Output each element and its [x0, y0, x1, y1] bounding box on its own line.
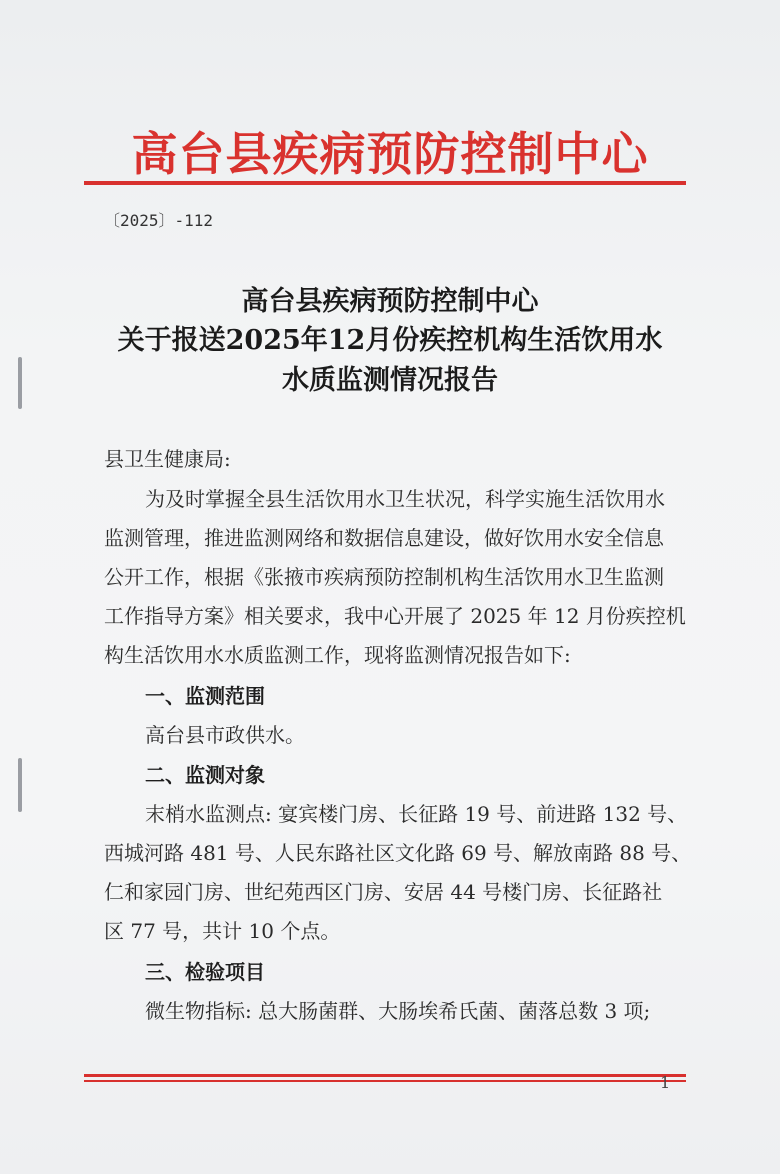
document-number: 〔2025〕-112 [104, 211, 214, 230]
masthead-red-rule [84, 181, 686, 185]
report-title-line-1: 高台县疾病预防控制中心 [241, 286, 539, 317]
section-2-heading: 二、监测对象 [145, 763, 265, 787]
page-number: 1 [660, 1073, 671, 1092]
section-3-heading: 三、检验项目 [145, 960, 265, 984]
section-1-text: 高台县市政供水。 [145, 723, 305, 747]
masthead-title: 高台县疾病预防控制中心 [131, 127, 649, 181]
section-1-heading: 一、监测范围 [145, 684, 265, 708]
footer-red-rule-thin [84, 1080, 686, 1082]
intro-line-3: 公开工作，根据《张掖市疾病预防控制机构生活饮用水卫生监测 [104, 565, 664, 589]
section-2-line-3: 仁和家园门房、世纪苑西区门房、安居 44 号楼门房、长征路社 [104, 880, 663, 904]
footer-red-rule [84, 1074, 686, 1077]
report-title-line-3: 水质监测情况报告 [282, 365, 498, 396]
section-2-line-4: 区 77 号，共计 10 个点。 [104, 919, 341, 943]
report-title-line-2: 关于报送2025年12月份疾控机构生活饮用水 [117, 325, 663, 356]
section-2-line-1: 末梢水监测点: 宴宾楼门房、长征路 19 号、前进路 132 号、 [145, 802, 688, 826]
intro-line-2: 监测管理，推进监测网络和数据信息建设，做好饮用水安全信息 [104, 526, 664, 550]
section-2-line-2: 西城河路 481 号、人民东路社区文化路 69 号、解放南路 88 号、 [104, 841, 692, 865]
section-3-line-1: 微生物指标: 总大肠菌群、大肠埃希氏菌、菌落总数 3 项; [145, 999, 651, 1023]
recipient: 县卫生健康局: [104, 447, 231, 471]
intro-line-4: 工作指导方案》相关要求，我中心开展了 2025 年 12 月份疾控机 [104, 604, 686, 628]
intro-line-5: 构生活饮用水水质监测工作，现将监测情况报告如下: [104, 643, 571, 667]
intro-line-1: 为及时掌握全县生活饮用水卫生状况，科学实施生活饮用水 [145, 487, 665, 511]
binder-mark-middle [18, 758, 22, 812]
